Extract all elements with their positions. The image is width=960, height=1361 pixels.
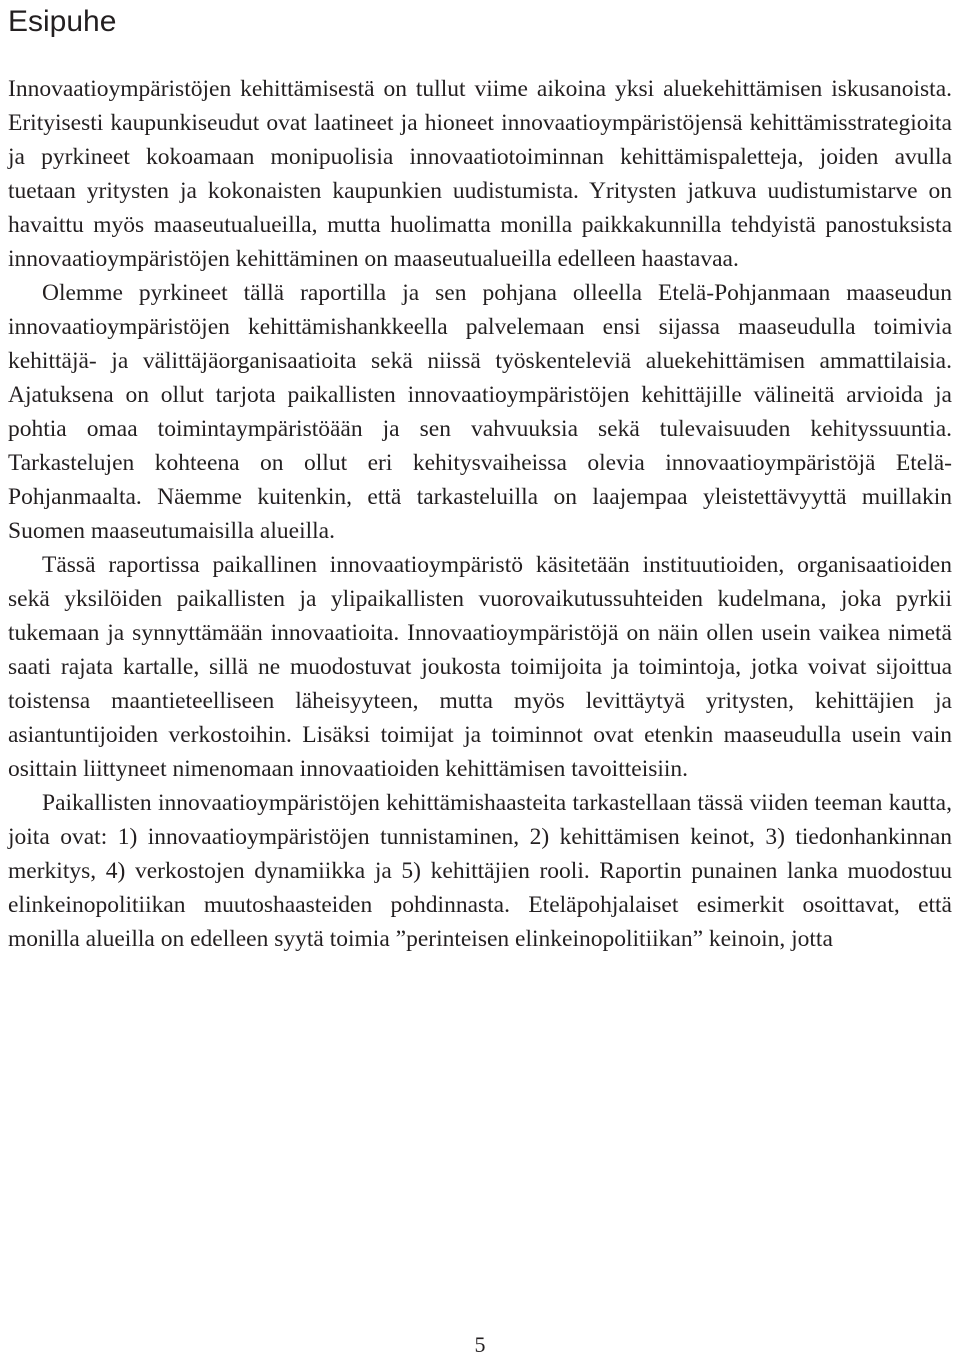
page-number: 5 <box>474 1332 486 1357</box>
paragraph-4: Paikallisten innovaatioympäristöjen kehittämishaasteita tarkastellaan tässä viiden teeman kautta, joita ovat: 1) innovaatioympäristöjen tunnistaminen, 2) kehittämisen keinot, 3) tiedonhankinnan merkitys, 4) verkostojen dynamiikka ja 5) kehittäjien rooli. Raportin punainen lanka muodostuu elinkeinopolitiikan muutoshaasteiden pohdinnasta. Eteläpohjalaiset esimerkit osoittavat, että monilla alueilla on edelleen syytä toimia ”perinteisen elinkeinopolitiikan” keinoin, jotta <box>8 790 952 952</box>
paragraph-2: Olemme pyrkineet tällä raportilla ja sen pohjana olleella Etelä-Pohjanmaan maaseudun innovaatioympäristöjen kehittämishankkeella palvelemaan ensi sijassa maaseudulla toimivia kehittäjä- ja välittäjäorganisaatioita sekä niissä työskenteleviä aluekehittämisen ammattilaisia. Ajatuksena on ollut tarjota paikallisten innovaatioympäristöjen kehittäjille välineitä arvioida ja pohtia omaa toimintaympäristöään ja sen vahvuuksia sekä tulevaisuuden kehityssuuntia. Tarkastelujen kohteena on ollut eri kehitysvaiheissa olevia innovaatioympäristöjä Etelä-Pohjanmaalta. Näemme kuitenkin, että tarkasteluilla on laajempaa yleistettävyyttä muillakin Suomen maaseutumaisilla alueilla. <box>8 280 952 544</box>
paragraph-3: Tässä raportissa paikallinen innovaatioympäristö käsitetään instituutioiden, organisaatioiden sekä yksilöiden paikallisten ja ylipaikallisten vuorovaikutussuhteiden kudelmana, joka pyrkii tukemaan ja synnyttämään innovaatioita. Innovaatioympäristöjä on näin ollen usein vaikea nimetä saati rajata kartalle, sillä ne muodostuvat joukosta toimijoita ja toimintoja, jotka voivat sijoittua toistensa maantieteelliseen läheisyyteen, mutta myös levittäytyä yritysten, kehittäjien ja asiantuntijoiden verkostoihin. Lisäksi toimijat ja toiminnot ovat etenkin maaseudulla usein vain osittain liittyneet nimenomaan innovaatioiden kehittämisen tavoitteisiin. <box>8 552 952 782</box>
paragraph-1: Innovaatioympäristöjen kehittämisestä on tullut viime aikoina yksi aluekehittämisen iskusanoista. Erityisesti kaupunkiseudut ovat laatineet ja hioneet innovaatioympäristöjensä kehittämisstrategioita ja pyrkineet kokoamaan monipuolisia innovaatiotoiminnan kehittämispaletteja, joiden avulla tuetaan yritysten ja kokonaisten kaupunkien uudistumista. Yritysten jatkuva uudistumistarve on havaittu myös maaseutualueilla, mutta huolimatta monilla paikkakunnilla tehdyistä panostuksista innovaatioympäristöjen kehittäminen on maaseutualueilla edelleen haastavaa. <box>8 76 952 272</box>
document-page <box>8 0 952 1361</box>
page-title: Esipuhe <box>8 5 117 38</box>
body-text <box>8 72 952 956</box>
